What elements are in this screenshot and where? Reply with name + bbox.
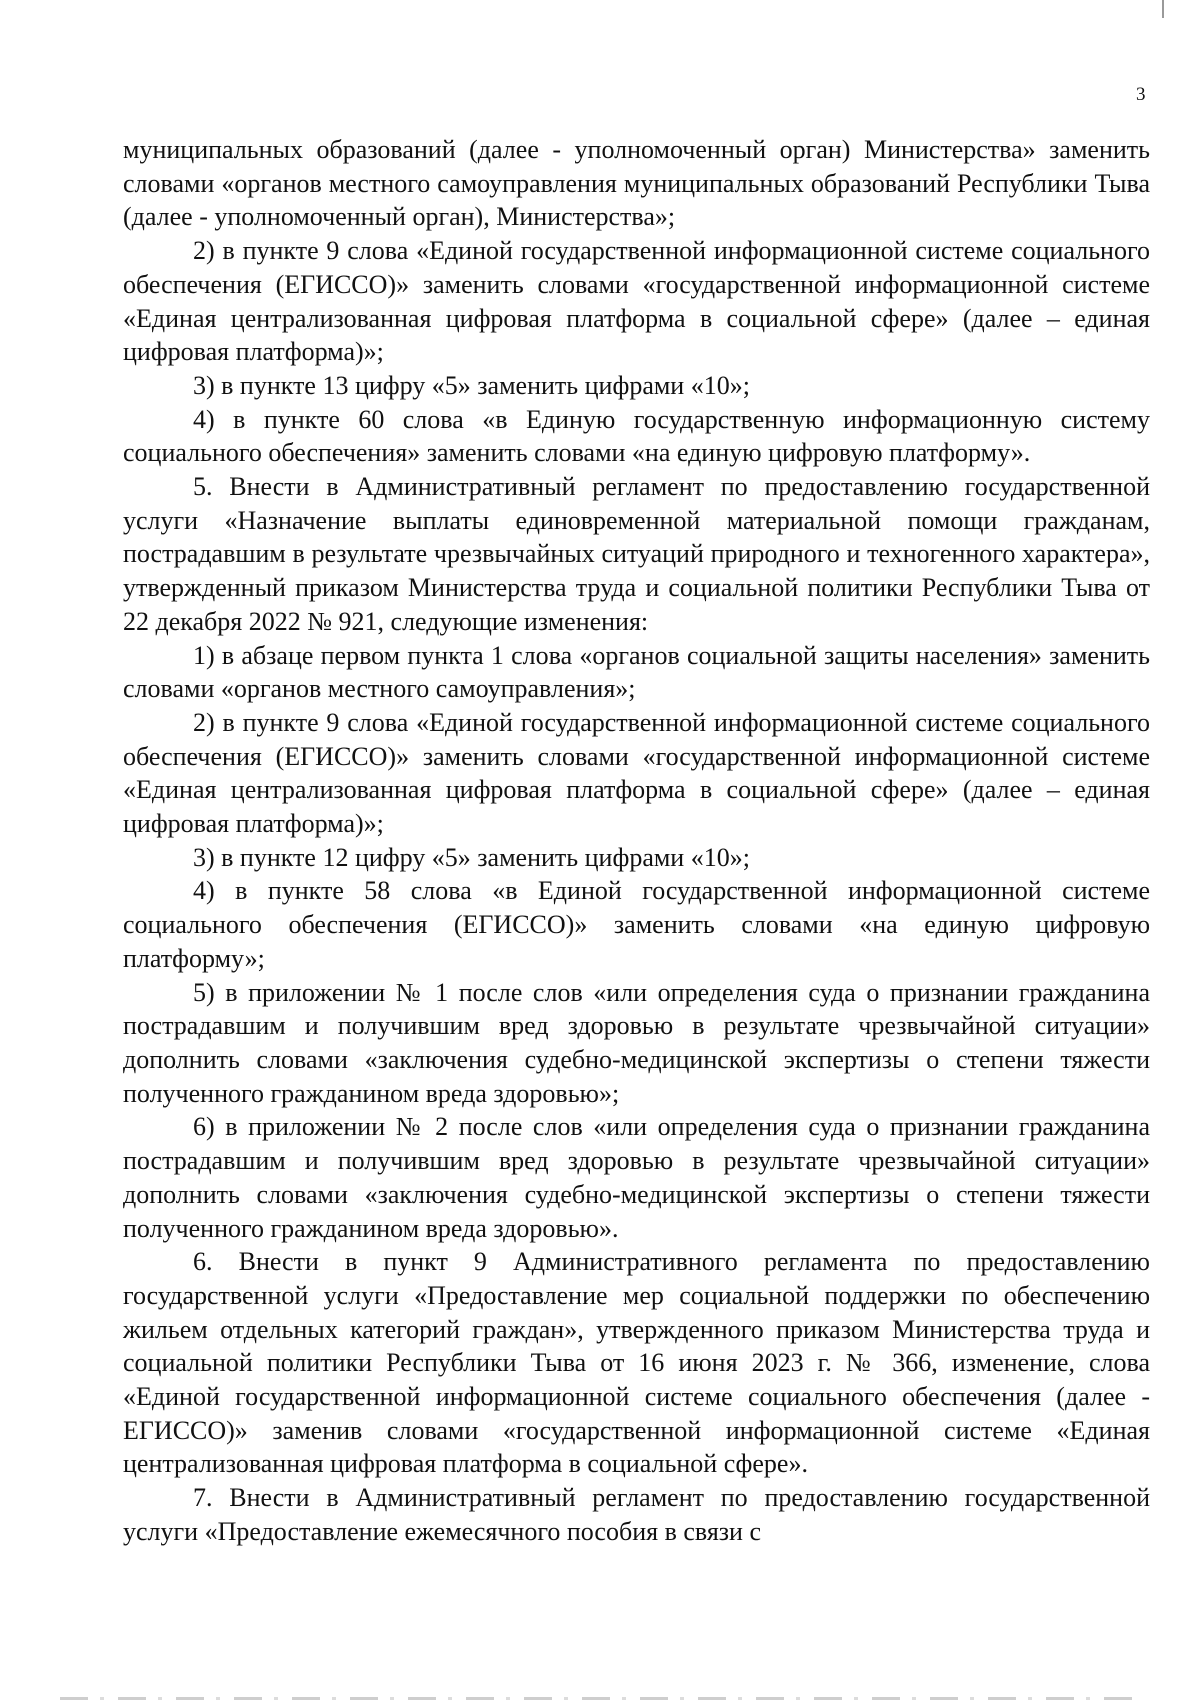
paragraph: 7. Внести в Административный регламент по предоставлению государственной услуги «Предоставление ежемесячного пособия в связи с — [123, 1483, 1150, 1546]
page-number: 3 — [1136, 84, 1146, 105]
paragraph: 4) в пункте 60 слова «в Единую государственную информационную систему социального обеспечения» заменить словами «на единую цифровую платформу». — [123, 404, 1150, 468]
paragraph: 6. Внести в пункт 9 Административного регламента по предоставлению государственной услуги «Предоставление мер социальной поддержки по обеспечению жильем отдельных категорий граждан», утвержденного приказом Министерства труда и социальной политики Республики Тыва от 16 июня 2023 г. № 366, изменение, слова «Единой государственной информационной системе социального обеспечения (далее - ЕГИССО)» заменив словами «государственной информационной системе «Единая централизованная цифровая платформа в социальной сфере». — [123, 1247, 1150, 1479]
paragraph: 2) в пункте 9 слова «Единой государственной информационной системе социального обеспечения (ЕГИССО)» заменить словами «государственной информационной системе «Единая централизованная цифровая платформа в социальной сфере» (далее – единая цифровая платформа)»; — [123, 236, 1150, 367]
document-body — [123, 133, 1150, 1549]
paragraph: 3) в пункте 13 цифру «5» заменить цифрами «10»; — [193, 370, 750, 400]
paragraph: 5) в приложении № 1 после слов «или определения суда о признании гражданина пострадавшим и получившим вред здоровью в результате чрезвычайной ситуации» дополнить словами «заключения судебно-медицинской экспертизы о степени тяжести полученного гражданином вреда здоровью»; — [123, 977, 1150, 1108]
paragraph: 2) в пункте 9 слова «Единой государственной информационной системе социального обеспечения (ЕГИССО)» заменить словами «государственной информационной системе «Единая централизованная цифровая платформа в социальной сфере» (далее – единая цифровая платформа)»; — [123, 707, 1150, 839]
paragraph: 4) в пункте 58 слова «в Единой государственной информационной системе социального обеспечения (ЕГИССО)» заменить словами «на единую цифровую платформу»; — [123, 876, 1150, 973]
paragraph-continuation: муниципальных образований (далее - уполномоченный орган) Министерства» заменить словами «органов местного самоуправления муниципальных образований Республики Тыва (далее - уполномоченный орган), Министерства»; — [123, 135, 1150, 232]
scan-bottom-edge — [60, 1697, 1140, 1700]
paragraph: 3) в пункте 12 цифру «5» заменить цифрами «10»; — [193, 842, 750, 872]
paragraph: 5. Внести в Административный регламент по предоставлению государственной услуги «Назначение выплаты единовременной материальной помощи гражданам, пострадавшим в результате чрезвычайных ситуаций природного и техногенного характера», утвержденный приказом Министерства труда и социальной политики Республики Тыва от 22 декабря 2022 № 921, следующие изменения: — [123, 472, 1150, 636]
paragraph: 1) в абзаце первом пункта 1 слова «органов социальной защиты населения» заменить словами «органов местного самоуправления»; — [123, 640, 1150, 704]
paragraph: 6) в приложении № 2 после слов «или определения суда о признании гражданина пострадавшим и получившим вред здоровью в результате чрезвычайной ситуации» дополнить словами «заключения судебно-медицинской экспертизы о степени тяжести полученного гражданином вреда здоровью». — [123, 1112, 1150, 1243]
scan-margin-mark — [1162, 0, 1164, 18]
